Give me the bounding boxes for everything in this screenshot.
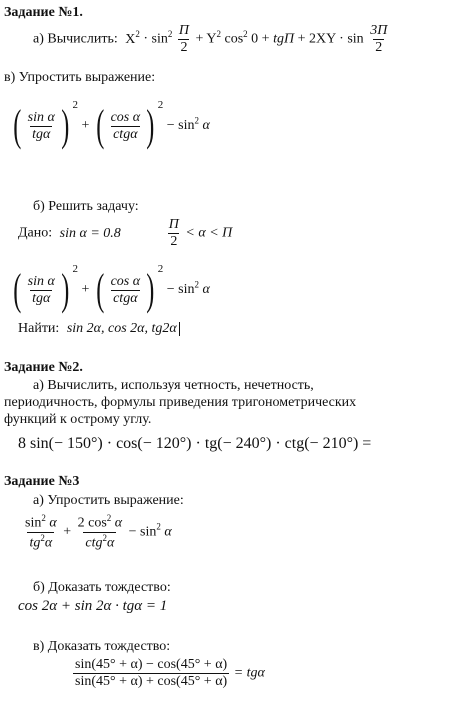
task3-a-expression: $\frac{\sin^2 \alpha}{tg^2\alpha}$ + $\frac{2 \cos^2 \alpha}{ctg^2\alpha}$ − $\sin^2 \alpha$ xyxy=(25,513,172,551)
task1-a-label: а) Вычислить: xyxy=(33,31,118,47)
task1-part-a: а) Вычислить: $X^2 \cdot \sin^2$ $\frac{П}{2}$ + $Y^2$ $\cos^2 0$ + tgП + 2XY · sin $\frac{3П}{2}$ xyxy=(33,23,388,55)
task2-text-1: а) Вычислить, используя четность, нечетность, xyxy=(33,378,314,393)
simplify-expression-1: ( $\frac{\text{sin α}}{\text{tgα}}$ ) 2 + ( $\frac{\text{cos α}}{\text{ctgα}}$ ) 2 − $\sin^2 \alpha$ xyxy=(13,99,210,150)
find-line: Найти: sin 2α, cos 2α, tg2α xyxy=(18,322,180,336)
task2-title: Задание №2. xyxy=(4,360,83,375)
task2-text-3: функций к острому углу. xyxy=(4,412,152,427)
task3-b-expression: cos 2α + sin 2α · tgα = 1 xyxy=(18,598,168,614)
simplify-expression-2: ( $\frac{\text{sin α}}{\text{tgα}}$ ) 2 + ( $\frac{\text{cos α}}{\text{ctgα}}$ ) 2 − $\sin^2 \alpha$ xyxy=(13,263,210,314)
task3-b-label: б) Доказать тождество: xyxy=(33,580,171,595)
task2-expression: 8 sin(− 150°) · cos(− 120°) · tg(− 240°) · ctg(− 210°) = xyxy=(18,435,372,452)
given-line: Дано: sin α = 0.8 $\frac{П}{2}$ < α < П xyxy=(18,217,233,249)
task1-b-label: б) Решить задачу: xyxy=(33,199,139,214)
task1-title: Задание №1. xyxy=(4,5,83,20)
3pi-over-2: $\frac{3П}{2}$ xyxy=(370,23,388,55)
task2-text-2: периодичность, формулы приведения тригонометрических xyxy=(4,395,357,410)
task3-v-label: в) Доказать тождество: xyxy=(33,639,171,654)
task1-v-label: в) Упростить выражение: xyxy=(4,70,156,85)
task3-title: Задание №3 xyxy=(4,474,80,489)
text-cursor xyxy=(179,322,180,336)
task3-a-label: а) Упростить выражение: xyxy=(33,493,184,508)
task3-v-expression: $\frac{\sin(45^\circ + \alpha) - \cos(45^\circ + \alpha)}{\sin(45^\circ + \alpha) + \cos(45^\circ + \alpha)}$ = tgα xyxy=(75,657,265,689)
pi-over-2: $\frac{П}{2}$ xyxy=(178,23,189,55)
pi-over-2-range: $\frac{П}{2}$ xyxy=(168,217,179,249)
